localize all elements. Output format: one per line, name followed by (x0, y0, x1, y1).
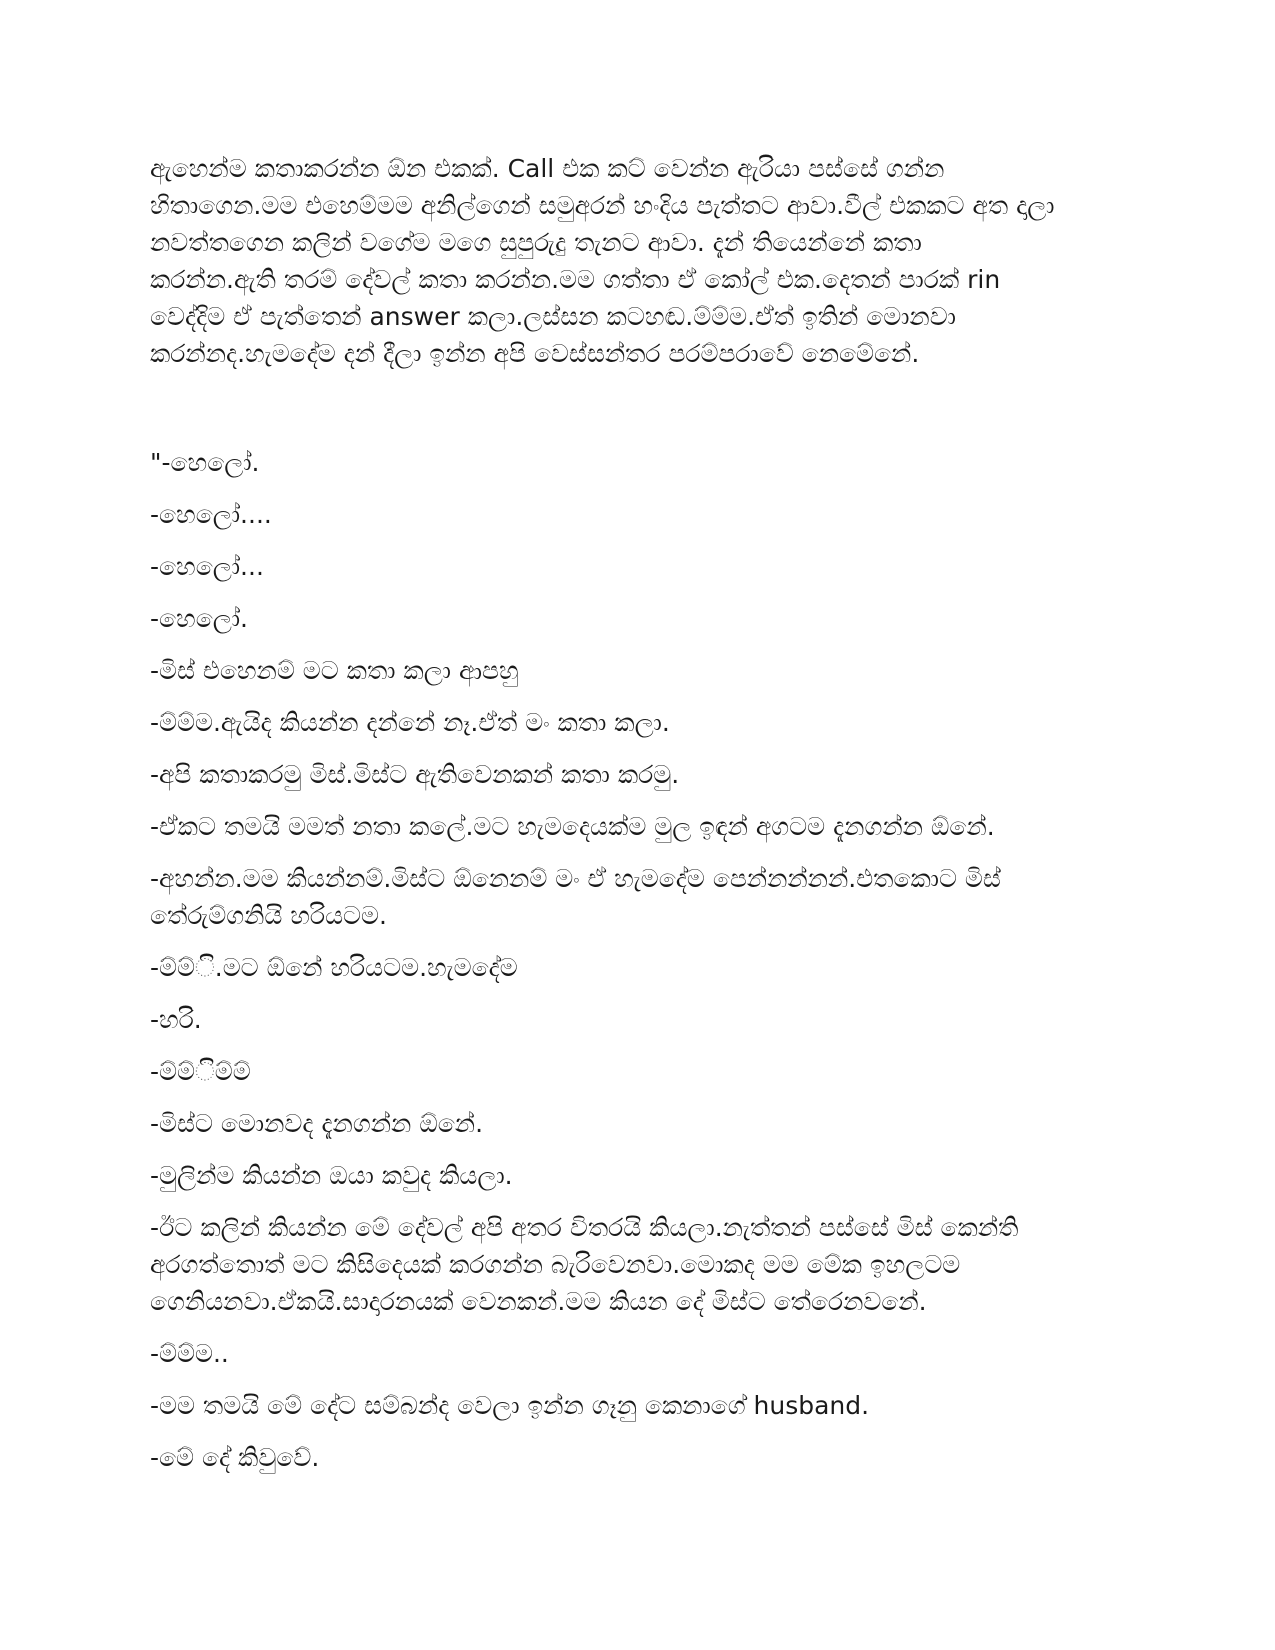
paragraph-line: වෙද්දිම ඒ පැත්තෙන් answer කලා.ලස්සන කටහඬ.ම්ම්ම.ඒත් ඉතින් මොනවා (150, 302, 956, 331)
paragraph-spacer (150, 372, 1140, 444)
dialogue-line: -මේ දේ කිවුවේ. (150, 1443, 320, 1472)
dialogue-line: -මුලින්ම කියන්න ඔයා කවුද කියලා. (150, 1161, 513, 1190)
dialogue-line: -අපි කතාකරමු මිස්.මිස්ට ඇතිවෙනකන් කතා කරමු. (150, 760, 680, 789)
dialogue-line: -ම්ම්ි.මට ඕනේ හරියටම.හැමදේම (150, 953, 518, 982)
dialogue-line: -ම්ම්ිම්ම් (150, 1057, 251, 1086)
dialogue-line: -මම තමයි මේ දේට සම්බන්ද වෙලා ඉන්න ගෑනු කෙනාගේ husband. (150, 1391, 870, 1420)
dialogue-line: -අහන්න.මම කියන්නම්.මිස්ට ඕනෙනම් මං ඒ හැමදේම පෙන්නන්නන්.එතකොට මිස් තේරුම්ගනියි හරියටම. (150, 864, 1001, 930)
dialogue-line: -හෙලෝ.... (150, 500, 272, 529)
dialogue-line: -හෙලෝ. (150, 604, 248, 633)
dialogue-line: -හරි. (150, 1005, 202, 1034)
dialogue-line: -ඒකට තමයි මමත් නතා කලේ.මට හැමදෙයක්ම මුල ඉඳන් අගටම දැනගන්න ඕනේ. (150, 812, 995, 841)
paragraph-line: හිතාගෙන.මම එහෙම්මම අනිල්ගෙන් සමුඅරන් හංදිය පැත්තට ආවා.වීල් එකකට අත දාලා (150, 191, 1055, 220)
dialogue-line: -ම්ම්ම.. (150, 1339, 229, 1368)
dialogue-line: -මිස් එහෙනම් මට කතා කලා ආපහු (150, 656, 519, 685)
dialogue-line: -හෙලෝ... (150, 552, 264, 581)
paragraph-line: කරන්න.ඇති තරම් දේවල් කතා කරන්න.මම ගත්තා ඒ කෝල් එක.දෙතන් පාරක් rin (150, 265, 1001, 294)
opening-paragraph (150, 150, 1140, 372)
paragraph-line: ඇහෙන්ම කතාකරන්න ඕන එකක්. Call එක කට් වෙන්න ඇරියා පස්සේ ගන්න (150, 154, 945, 183)
dialogue-line: "-හෙලෝ. (150, 448, 260, 477)
paragraph-line: නවත්තගෙන කලින් වගේම මගෙ සුපුරුදු තැනට ආවා. දැන් තියෙන්නේ කතා (150, 228, 922, 257)
document-page (150, 150, 1140, 1491)
dialogue-line: -ම්ම්ම.ඇයිද කියන්න දන්නේ නෑ.ඒත් මං කතා කලා. (150, 708, 670, 737)
dialogue-list (150, 444, 1140, 1476)
dialogue-line: -මිස්ට මොනවද දැනගන්න ඕනේ. (150, 1109, 484, 1138)
dialogue-line: -ඊට කලින් කියන්න මේ දේවල් අපි අතර විතරයි කියලා.නැත්තන් පස්සේ මිස් කෙන්ති අරගත්තොත් මට කිසිදෙයක් කරගන්න බැරිවෙනවා.මොකද මම මේක ඉහලටම ගෙනියනවා.ඒකයි.සාදාරනයක් වෙනකන්.මම කියන දේ මිස්ට තේරෙනවනේ. (150, 1213, 1019, 1316)
paragraph-line: කරන්නද.හැමදේම දන් දීලා ඉන්න අපි වෙස්සන්තර පරම්පරාවේ නෙමේනේ. (150, 339, 920, 368)
